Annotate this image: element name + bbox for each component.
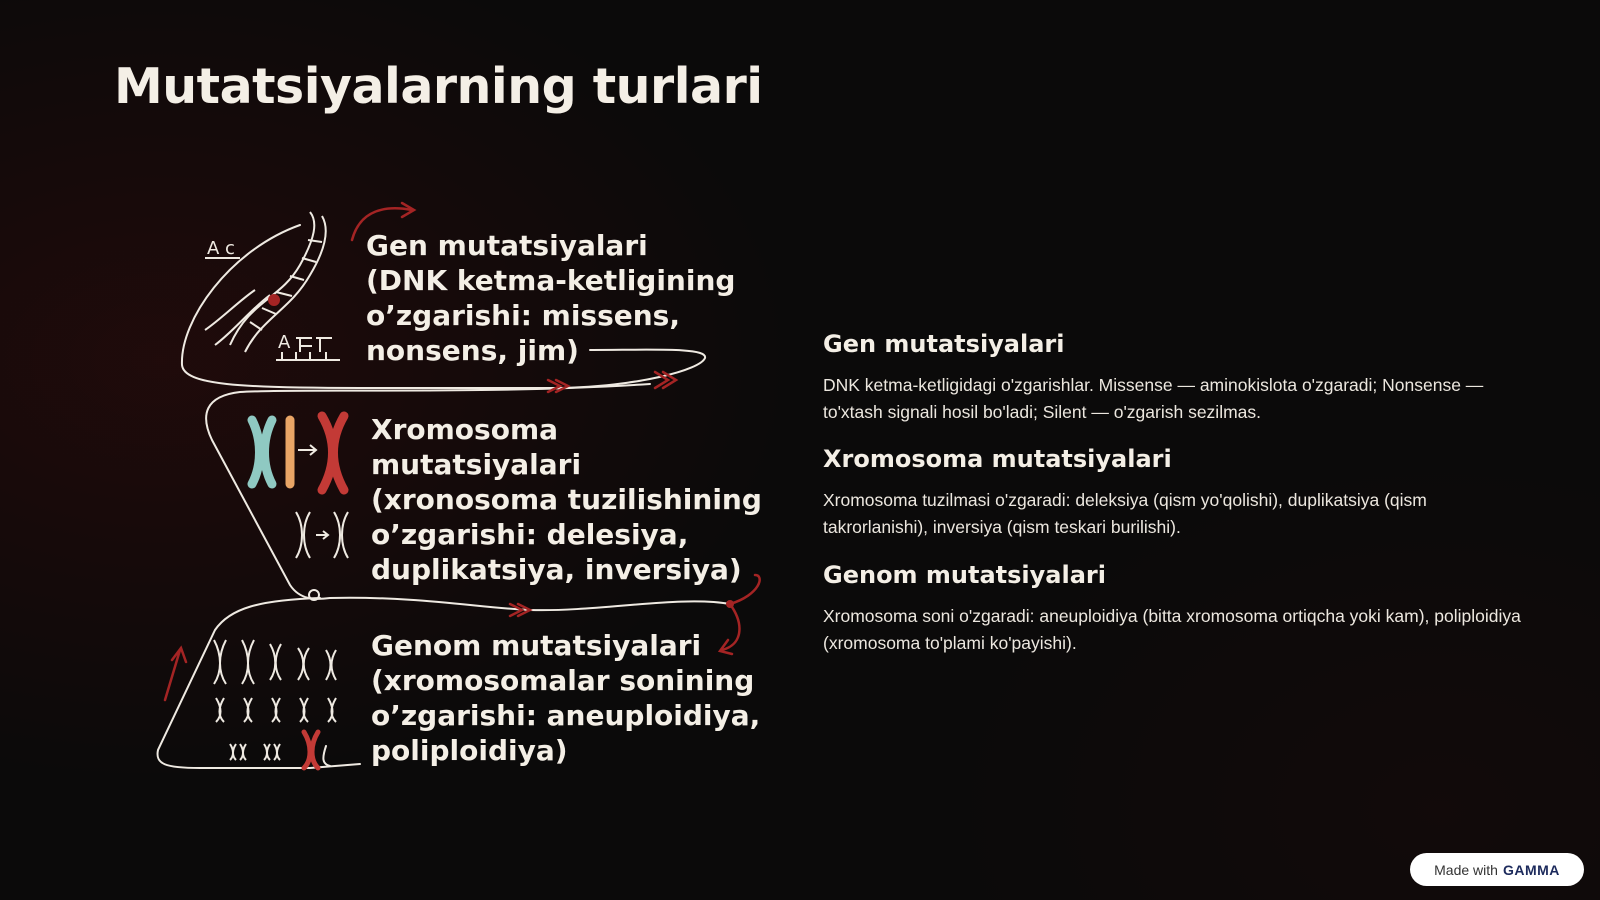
svg-text:A: A bbox=[278, 332, 291, 353]
chromosome-arrows bbox=[296, 445, 348, 558]
illustration-label-xromosoma: Xromosoma mutatsiyalari (xronosoma tuzilishining o’zgarishi: delesiya, duplikatsiya, inversiya) bbox=[371, 413, 762, 586]
chromosome-icon bbox=[252, 416, 344, 490]
info-heading: Gen mutatsiyalari bbox=[823, 330, 1065, 358]
extra-chromosome-icon bbox=[304, 732, 318, 768]
svg-text:A c: A c bbox=[207, 238, 235, 259]
made-with-gamma-badge[interactable] bbox=[1410, 853, 1584, 886]
info-block-xromosoma bbox=[823, 445, 1523, 541]
info-heading: Xromosoma mutatsiyalari bbox=[823, 445, 1172, 473]
illustration-label-gen: Gen mutatsiyalari (DNK ketma-ketligining o’zgarishi: missens, nonsens, jim) bbox=[366, 229, 736, 367]
info-heading: Genom mutatsiyalari bbox=[823, 561, 1106, 589]
dna-helix-icon bbox=[205, 212, 340, 360]
karyotype-icon bbox=[214, 640, 336, 760]
info-block-genom bbox=[823, 561, 1523, 657]
info-text: DNK ketma-ketligidagi o'zgarishlar. Missense — aminokislota o'zgaradi; Nonsense — to'xtash signali hosil bo'ladi; Silent — o'zgarish sezilmas. bbox=[823, 375, 1484, 422]
info-text: Xromosoma soni o'zgaradi: aneuploidiya (bitta xromosoma ortiqcha yoki kam), poliploidiya (xromosoma to'plami ko'payishi). bbox=[823, 606, 1521, 653]
info-text: Xromosoma tuzilmasi o'zgaradi: deleksiya (qism yo'qolishi), duplikatsiya (qism takrorlanishi), inversiya (qism teskari burilishi). bbox=[823, 490, 1427, 537]
illustration-label-genom: Genom mutatsiyalari (xromosomalar sonining o’zgarishi: aneuploidiya, poliploidiya) bbox=[371, 629, 761, 767]
gamma-logo: GAMMA bbox=[1502, 861, 1560, 878]
slide-title: Mutatsiyalarning turlari bbox=[114, 58, 763, 115]
path-node-accent bbox=[726, 600, 734, 608]
badge-made-text: Made with bbox=[1434, 861, 1498, 878]
info-block-gen bbox=[823, 330, 1523, 426]
